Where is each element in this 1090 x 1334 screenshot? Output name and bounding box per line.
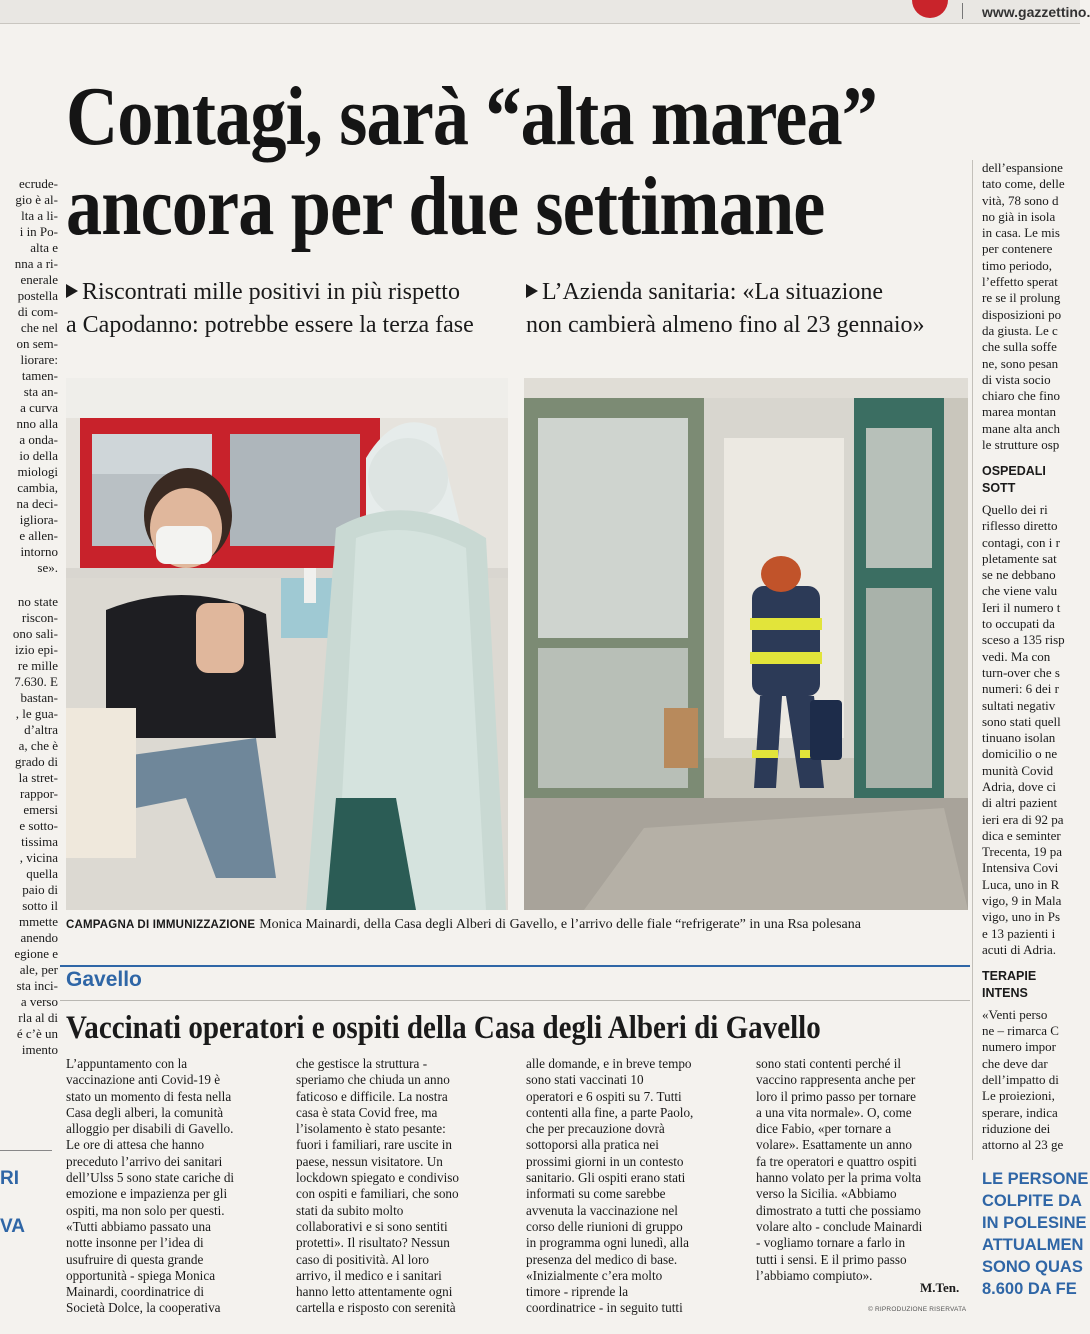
left-fragment-line: e sotto- [19,818,58,833]
left-fragment-line: izio epi- [15,642,58,657]
left-fragment-line: nno alla [16,416,58,431]
right-fragment-line: turn-over che s [982,664,1060,680]
photo-vaccination [66,378,508,910]
right-section-heading-1: OSPEDALI SOTT [982,464,1046,495]
right-fragment-line: dell’espansione [982,160,1063,175]
article-line: tutti i sensi. E il primo passo [756,1251,907,1267]
right-fragment-line: di vista socio [982,371,1051,387]
article-line: caso di positività. Al loro [296,1251,429,1267]
right-fragment-line: Trecenta, 19 pa [982,844,1063,860]
site-url: www.gazzettino. [982,4,1090,20]
right-fragment-line: riduzione dei [982,1120,1051,1136]
left-fragment-line: paio di [22,882,58,897]
article-line: notte insonne per l’idea di [66,1235,204,1251]
right-fragment-line: se ne debbano [982,567,1056,583]
right-fragment-line: in casa. Le mis [982,225,1060,241]
article-line: faticoso e difficile. La nostra [296,1088,448,1104]
right-fragment-line: vigo, uno in Ps [982,909,1061,925]
article-line: usufruire di questa grande [66,1251,204,1267]
left-blue-heading-a: RI [0,1168,19,1189]
article-column-2 [296,1056,516,1317]
article-line: in programma ogni lunedì, alla [526,1235,689,1251]
right-column-fragment [982,160,1080,1153]
triangle-bullet-icon [526,284,538,298]
left-fragment-line: liorare: [20,352,58,367]
left-fragment-line: e allen- [19,528,58,543]
main-headline [66,70,877,253]
right-fragment-line: pletamente sat [982,550,1057,566]
left-fragment-line: se». [37,560,58,575]
left-fragment-line: d’altra [24,722,58,737]
article-line: dice Fabio, «per tornare a [756,1121,892,1137]
article-column-3 [526,1056,746,1317]
headline-line-2: ancora per due settimane [66,160,825,253]
right-fragment-line: re se il prolung [982,290,1061,306]
article-line: casa è stata Covid free, ma [296,1104,438,1120]
article-line: con ospiti e familiari, che sono [296,1186,459,1202]
right-fragment-line: chiaro che fino [982,388,1060,404]
article-line: cartella e risposto con serenità [296,1300,456,1316]
right-fragment-block-a [982,160,1080,453]
left-fragment-line: rappor- [20,786,58,801]
triangle-bullet-icon [66,284,78,298]
right-fragment-line: ne – rimarca C [982,1023,1059,1039]
kicker-underline [60,1000,970,1001]
left-fragment-line: no state [17,594,58,609]
left-fragment-line: grado di [15,754,58,769]
left-column-fragment [0,176,58,1334]
right-fragment-line: Le proiezioni, [982,1088,1055,1104]
right-fragment-line: acuti di Adria. [982,941,1057,957]
article-line: lockdown spiegato e condiviso [296,1170,459,1186]
article-column-1 [66,1056,286,1317]
right-fragment-line: vigo, 9 in Mala [982,893,1062,909]
article-line: hanno volato per la prima volta [756,1170,922,1186]
article-line: loro il primo passo per tornare [756,1088,917,1104]
left-fragment-line: imento [21,1042,58,1057]
right-fragment-line: che sulla soffe [982,339,1057,355]
left-fragment-line: a verso [20,994,58,1009]
deck-right [526,276,946,342]
right-callout-box [982,1168,1089,1300]
callout-line: COLPITE DA [982,1192,1082,1210]
article-line: presenza del medico di base. [526,1251,678,1267]
left-fragment-block-a [0,176,58,576]
article-line: timore - riprende la [526,1284,629,1300]
left-fragment-line: nna a ri- [14,256,58,271]
left-fragment-line: a curva [20,400,58,415]
left-fragment-line: igliora- [19,512,58,527]
left-fragment-line: anendo [20,930,58,945]
article-line: Casa degli alberi, la comunità [66,1104,224,1120]
left-fragment-line: quella [26,866,58,881]
deck-left [66,276,516,342]
article-line: ospiti, ma non solo per questi. [66,1202,225,1218]
left-fragment-line: che nel [20,320,58,335]
callout-line: SONO QUAS [982,1258,1083,1276]
left-fragment-line: gio è al- [15,192,58,207]
article-line: coordinatrice - in seguito tutti [526,1300,683,1316]
article-line: collaborativi e si sono sentiti [296,1218,448,1234]
left-fragment-line: i in Po- [19,224,58,239]
article-line: - vogliamo tornare a farlo in [756,1235,906,1251]
article-line: operatori e 6 ospiti su 7. Tutti [526,1088,682,1104]
right-fragment-block-b [982,502,1080,958]
right-fragment-block-c [982,1007,1080,1154]
left-fragment-line: di com- [17,304,58,319]
right-fragment-line: sceso a 135 risp [982,632,1065,648]
right-column-rule [972,160,973,1160]
deck-right-line-2: non cambierà almeno fino al 23 gennaio» [526,312,925,338]
article-signoff: M.Ten. [920,1280,960,1295]
article-line: l’abbiamo compiuto». [756,1267,873,1283]
left-divider [0,1150,52,1151]
left-fragment-line: tissima [21,834,58,849]
left-fragment-line: enerale [20,272,58,287]
right-fragment-line: ne, sono pesan [982,355,1059,371]
article-line: dell’Ulss 5 sono state cariche di [66,1170,235,1186]
right-fragment-line: marea montan [982,404,1056,420]
left-fragment-line: , vicina [19,850,58,865]
right-fragment-line: disposizioni po [982,306,1062,322]
left-fragment-line: intorno [20,544,58,559]
left-fragment-line: 7.630. E [14,674,58,689]
article-line: stati da subito molto [296,1202,404,1218]
article-line: speriamo che chiuda un anno [296,1072,450,1088]
right-fragment-line: tato come, delle [982,176,1065,192]
right-fragment-line: Quello dei ri [982,501,1048,517]
article-line: prossimi giorni in un contesto [526,1153,684,1169]
right-fragment-line: munità Covid [982,762,1054,778]
article-line: fuori i familiari, rare uscite in [296,1137,452,1153]
article-line: paese, nessun visitatore. Un [296,1153,443,1169]
left-blue-heading-b: VA [0,1216,25,1237]
article-line: alle domande, e in breve tempo [526,1056,692,1071]
article-line: alloggio per disabili di Gavello. [66,1121,234,1137]
photo-delivery-illustration [524,378,968,910]
right-fragment-line: vità, 78 sono d [982,192,1059,208]
article-line: corso delle riunioni di gruppo [526,1218,683,1234]
article-column-4 [756,1056,976,1284]
right-fragment-line: tinuano isolan [982,730,1056,746]
right-fragment-line: sperare, indica [982,1104,1058,1120]
left-fragment-line: sta an- [23,384,58,399]
right-fragment-line: sono stati quell [982,713,1061,729]
right-section-heading-2: TERAPIE INTENS [982,969,1037,1000]
section-rule [60,965,970,967]
article-line: vaccino rappresenta anche per [756,1072,916,1088]
article-line: informati su come sarebbe [526,1186,666,1202]
article-line: sottoporsi alla pratica nei [526,1137,659,1153]
right-fragment-line: Ieri il numero t [982,599,1061,615]
right-fragment-line: to occupati da [982,616,1055,632]
article-line: a una vita normale». O, come [756,1104,912,1120]
left-fragment-line: é c’è un [16,1026,58,1041]
deck-left-line-2: a Capodanno: potrebbe essere la terza fase [66,312,474,338]
article-line: fa tre operatori e quattro ospiti [756,1153,917,1169]
left-fragment-line: sta inci- [16,978,58,993]
right-fragment-line: sultati negativ [982,697,1056,713]
left-fragment-line: alta e [30,240,58,255]
top-strip [0,0,1090,24]
left-fragment-line: io della [19,448,58,463]
article-line: verso la Sicilia. «Abbiamo [756,1186,897,1202]
article-line: Le ore di attesa che hanno [66,1137,205,1153]
article-line: che gestisce la struttura - [296,1056,428,1071]
headline-line-1: Contagi, sarà “alta marea” [66,70,877,163]
callout-line: ATTUALMEN [982,1236,1084,1254]
article-line: sono stati contenti perché il [756,1056,902,1071]
left-fragment-line: ono sali- [12,626,58,641]
right-fragment-line: attorno al 23 ge [982,1137,1064,1153]
right-fragment-line: numero impor [982,1039,1057,1055]
right-fragment-line: numeri: 6 dei r [982,681,1059,697]
right-fragment-line: per contenere [982,241,1053,257]
left-fragment-line: a onda- [19,432,58,447]
article-line: preceduto l’arrivo dei sanitari [66,1153,223,1169]
right-fragment-line: Luca, uno in R [982,876,1060,892]
article-line: vaccinazione anti Covid-19 è [66,1072,221,1088]
article-line: volare». Esattamente un anno [756,1137,912,1153]
article-line: che per precauzione dovrà [526,1121,665,1137]
right-fragment-line: no già in isola [982,208,1056,224]
left-fragment-line: a, che è [18,738,58,753]
callout-line: LE PERSONE [982,1170,1089,1188]
article-line: Società Dolce, la cooperativa [66,1300,221,1316]
right-fragment-line: da giusta. Le c [982,322,1058,338]
right-fragment-line: l’effetto sperat [982,274,1058,290]
article-line: volare alto - conclude Mainardi [756,1218,923,1234]
left-fragment-line: sotto il [22,898,58,913]
caption-text: Monica Mainardi, della Casa degli Alberi di Gavello, e l’arrivo delle fiale “refrigerate” in una Rsa polesana [259,917,861,932]
right-fragment-line: di altri pazient [982,795,1058,811]
right-fragment-line: Intensiva Covi [982,860,1059,876]
left-fragment-line: riscon- [21,610,58,625]
left-fragment-line: miologi [17,464,58,479]
left-fragment-line: emersi [23,802,58,817]
article-line: «Tutti abbiamo passato una [66,1218,211,1234]
masthead-separator [962,3,963,19]
callout-line: 8.600 DA FE [982,1280,1077,1298]
right-fragment-line: ieri era di 92 pa [982,811,1064,827]
article-line: sono stati vaccinati 10 [526,1072,644,1088]
article-line: avvenuta la vaccinazione nel [526,1202,678,1218]
caption-lead: CAMPAGNA DI IMMUNIZZAZIONE [66,919,256,931]
article-line: stato un momento di festa nella [66,1088,232,1104]
article-line: l’isolamento è stato pesante: [296,1121,446,1137]
right-fragment-line: timo periodo, [982,257,1053,273]
left-fragment-line: mmette [19,914,58,929]
right-fragment-line: riflesso diretto [982,518,1058,534]
left-fragment-line: egione e [14,946,58,961]
right-fragment-line: che deve dar [982,1055,1048,1071]
left-fragment-line: tamen- [21,368,58,383]
left-fragment-line: postella [17,288,58,303]
right-fragment-line: le strutture osp [982,437,1060,453]
newspaper-logo-mark [912,0,948,18]
article-line: dimostrato a tutti che possiamo [756,1202,921,1218]
right-fragment-line: e 13 pazienti i [982,925,1056,941]
left-fragment-line: lta a li- [21,208,58,223]
callout-line: IN POLESINE [982,1214,1087,1232]
right-fragment-line: mane alta anch [982,420,1060,436]
article-title: Vaccinati operatori e ospiti della Casa degli Alberi di Gavello [66,1010,821,1046]
article-line: L’appuntamento con la [66,1056,188,1071]
article-line: sanitario. Gli ospiti erano stati [526,1170,686,1186]
right-fragment-line: «Venti perso [982,1006,1048,1022]
article-line: opportunità - spiega Monica [66,1267,216,1283]
left-fragment-line: re mille [17,658,58,673]
article-line: hanno letto attentamente ogni [296,1284,453,1300]
article-line: contenti alla fine, a parte Paolo, [526,1104,694,1120]
article-line: «Inizialmente c’era molto [526,1267,663,1283]
right-fragment-line: dica e seminter [982,827,1061,843]
article-line: arrivo, il medico e i sanitari [296,1267,442,1283]
right-fragment-line: che viene valu [982,583,1058,599]
article-line: protetti». Il risultato? Nessun [296,1235,450,1251]
photo-caption [66,916,976,934]
right-fragment-line: contagi, con i r [982,534,1060,550]
article-line: emozione e impazienza per gli [66,1186,228,1202]
right-fragment-line: dell’impatto di [982,1072,1059,1088]
left-fragment-line: bastan- [20,690,58,705]
left-fragment-line: on sem- [16,336,58,351]
right-fragment-line: domicilio o ne [982,746,1058,762]
right-fragment-line: Adria, dove ci [982,778,1057,794]
left-fragment-line: na deci- [16,496,58,511]
article-line: Mainardi, coordinatrice di [66,1284,205,1300]
copyright-notice: © RIPRODUZIONE RISERVATA [868,1306,967,1313]
deck-left-line-1: Riscontrati mille positivi in più rispetto [82,279,460,305]
photo-delivery [524,378,968,910]
left-fragment-line: , le gua- [15,706,58,721]
left-fragment-line: rla al di [18,1010,58,1025]
right-fragment-line: vedi. Ma con [982,648,1051,664]
deck-right-line-1: L’Azienda sanitaria: «La situazione [542,279,883,305]
left-fragment-line: ale, per [19,962,58,977]
left-fragment-block-b [0,594,58,1058]
article-kicker: Gavello [66,968,142,991]
left-fragment-line: ecrude- [19,176,58,191]
photo-vaccination-illustration [66,378,508,910]
left-fragment-line: cambia, [17,480,58,495]
left-fragment-line: la stret- [18,770,58,785]
